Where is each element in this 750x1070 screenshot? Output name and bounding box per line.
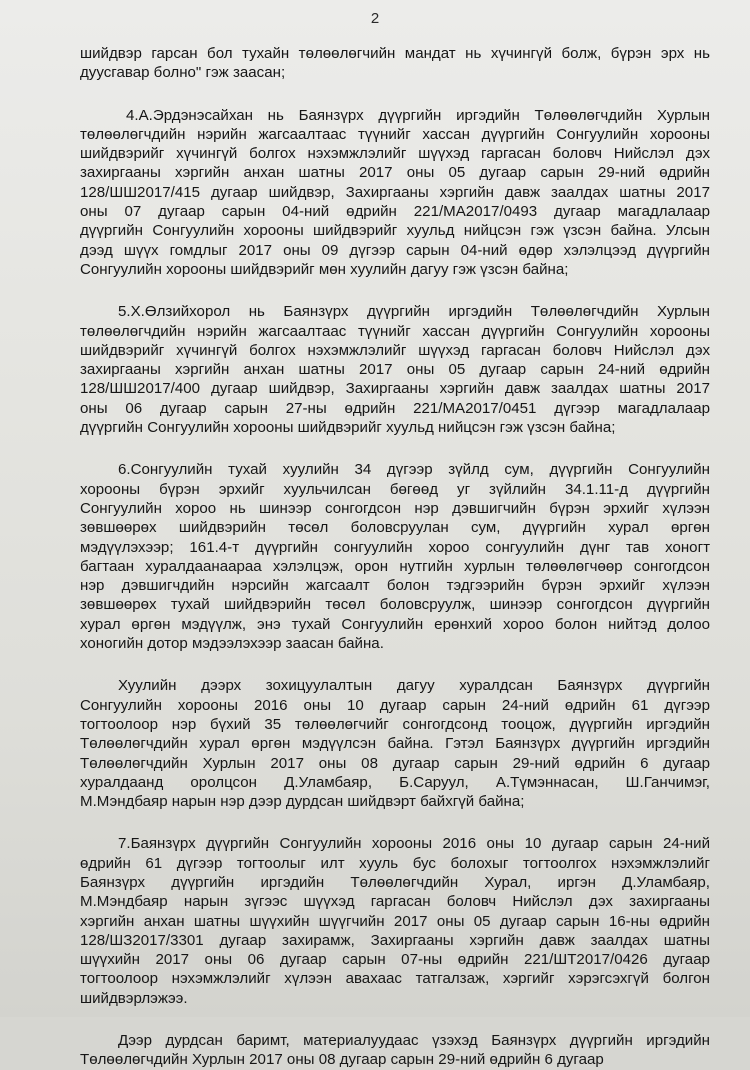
- text-line: шийдвэрийг хүчингүй болгох нэхэмжлэлийг шүүхэд гаргасан боловч Нийслэл дэх: [80, 341, 710, 359]
- text-line: захиргааны хэргийн анхан шатны 2017 оны 05 дугаар сарын 24-ний өдрийн: [80, 361, 710, 379]
- text-line: мэдүүлэхээр; 161.4-т дүүргийн сонгуулийн хороо сонгуулийн дүнг тав хоногт: [80, 538, 710, 556]
- text-line: М.Мэндбаяр нарын зүгээс шүүхэд гаргасан боловч Нийслэл дэх захиргааны: [80, 893, 710, 911]
- text-line: зөвшөөрөх шийдвэрийн төсөл боловсруулан сум, дүүргийн хурал өргөн: [80, 519, 710, 537]
- text-line: Сонгуулийн хороо нь шинээр сонгогдсон нэр дэвшигчийн бүрэн эрхийг хүлээн: [80, 499, 710, 517]
- text-line: Дээр дурдсан баримт, материалуудаас үзэхэд Баянзүрх дүүргийн иргэдийн: [118, 1032, 710, 1050]
- paragraph-gap: [80, 653, 710, 676]
- text-line: дуусгавар болно" гэж заасан;: [80, 64, 286, 82]
- text-line: Сонгуулийн хорооны 2016 оны 10 дугаар сарын 24-ний өдрийн 61 дүгээр: [80, 696, 710, 714]
- paragraph-gap: [80, 1008, 710, 1031]
- paragraph: [80, 302, 710, 437]
- paragraph-gap: [80, 437, 710, 460]
- paragraph: [80, 44, 710, 83]
- paragraph: [80, 834, 710, 1008]
- text-line: 7.Баянзүрх дүүргийн Сонгуулийн хорооны 2016 оны 10 дугаар сарын 24-ний: [118, 835, 710, 853]
- text-line: шийдвэрийг хүчингүй болгох нэхэмжлэлийг шүүхэд гаргасан боловч Нийслэл дэх: [80, 145, 710, 163]
- text-line: тогтоолоор нэр бүхий 35 төлөөлөгчийг сонгогдсонд тооцож, дүүргийн иргэдийн: [80, 715, 710, 733]
- text-line: 4.А.Эрдэнэсайхан нь Баянзүрх дүүргийн иргэдийн Төлөөлөгчдийн Хурлын: [126, 106, 710, 124]
- text-line: төлөөлөгчдийн нэрийн жагсаалтаас түүнийг хассан дүүргийн Сонгуулийн хорооны: [80, 125, 710, 143]
- paragraph-gap: [80, 279, 710, 302]
- text-line: М.Мэндбаяр нарын нэр дээр дурдсан шийдвэрт байхгүй байна;: [80, 793, 525, 811]
- text-line: хэргийн анхан шатны шүүхийн шүүгчийн 2017 оны 05 дугаар сарын 16-ны өдрийн: [80, 912, 710, 930]
- text-line: Сонгуулийн хорооны шийдвэрийг мөн хуулийн дагуу гэж үзсэн байна;: [80, 260, 569, 278]
- text-line: оны 07 дугаар сарын 04-ний өдрийн 221/МА2017/0493 дугаар магадлалаар: [80, 203, 710, 221]
- text-line: 128/ШЗ2017/3301 дугаар захирамж, Захиргааны хэргийн давж заалдах шатны: [80, 931, 710, 949]
- text-line: зөвшөөрөх тухай шийдвэрийн төсөл боловсруулж, шинээр сонгогдсон дүүргийн: [80, 596, 710, 614]
- text-line: хоногийн дотор мэдээлэхээр заасан байна.: [80, 635, 384, 653]
- paragraph-gap: [80, 83, 710, 106]
- text-line: оны 06 дугаар сарын 27-ны өдрийн 221/МА2017/0451 дүгээр магадлалаар: [80, 399, 710, 417]
- page-number: 2: [370, 10, 380, 27]
- text-line: дүүргийн Сонгуулийн хорооны шийдвэрийг хуульд нийцсэн гэж үзсэн байна;: [80, 419, 616, 437]
- paragraph: [80, 106, 710, 280]
- text-line: 128/ШШ2017/400 дугаар шийдвэр, Захиргааны хэргийн давж заалдах шатны 2017: [80, 380, 710, 398]
- paragraph: [80, 460, 710, 653]
- text-line: 6.Сонгуулийн тухай хуулийн 34 дүгээр зүйлд сум, дүүргийн Сонгуулийн: [118, 461, 710, 479]
- text-line: багтаан хуралдаанаараа хэлэлцэж, орон нутгийн хурлын төлөөлөгчөөр сонгогдсон: [80, 557, 710, 575]
- text-line: шүүхийн 2017 оны 06 дугаар сарын 07-ны өдрийн 221/ШТ2017/0426 дугаар: [80, 951, 710, 969]
- text-line: 5.Х.Өлзийхорол нь Баянзүрх дүүргийн иргэдийн Төлөөлөгчдийн Хурлын: [118, 303, 710, 321]
- text-line: шийдвэрлэжээ.: [80, 989, 188, 1007]
- text-line: өдрийн 61 дүгээр тогтоолыг илт хууль бус болохыг тогтоолгох нэхэмжлэлийг: [80, 854, 710, 872]
- text-line: төлөөлөгчдийн нэрийн жагсаалтаас түүнийг хассан дүүргийн Сонгуулийн хорооны: [80, 322, 710, 340]
- text-line: Төлөөлөгчдийн Хурлын 2017 оны 08 дугаар сарын 29-ний өдрийн 6 дугаар: [80, 1051, 604, 1069]
- text-line: дүүргийн Сонгуулийн хорооны шийдвэрийг хуульд нийцсэн гэж үзсэн байна. Улсын: [80, 222, 710, 240]
- text-line: Баянзүрх дүүргийн иргэдийн Төлөөлөгчдийн Хурал, иргэн Д.Уламбаяр,: [80, 873, 710, 891]
- paragraph: [80, 1031, 710, 1070]
- document-body: [80, 44, 710, 1070]
- text-line: дээд шүүх гомдлыг 2017 оны 09 дүгээр сарын 04-ний өдөр хэлэлцээд дүүргийн: [80, 241, 710, 259]
- text-line: шийдвэр гарсан бол тухайн төлөөлөгчийн мандат нь хүчингүй болж, бүрэн эрх нь: [80, 45, 710, 62]
- paragraph: [80, 676, 710, 811]
- text-line: 128/ШШ2017/415 дугаар шийдвэр, Захиргааны хэргийн давж заалдах шатны 2017: [80, 183, 710, 201]
- text-line: Хуулийн дээрх зохицуулалтын дагуу хуралдсан Баянзүрх дүүргийн: [118, 677, 710, 695]
- text-line: тогтоолоор нэхэмжлэлийг хүлээн авахаас татгалзаж, хэргийг хэрэгсэхгүй болгон: [80, 970, 710, 988]
- text-line: Төлөөлөгчдийн хурал өргөн мэдүүлсэн байна. Гэтэл Баянзүрх дүүргийн иргэдийн: [80, 735, 710, 753]
- text-line: хуралдаанд оролцсон Д.Уламбаяр, Б.Саруул, А.Түмэннасан, Ш.Ганчимэг,: [80, 773, 710, 791]
- text-line: хурал өргөн мэдүүлж, энэ тухай Сонгуулийн ерөнхий хороо болон нийтэд долоо: [80, 615, 710, 633]
- text-line: нэр дэвшигчдийн нэрсийн жагсаалт болон тэдгээрийн бүрэн эрхийг хүлээн: [80, 577, 710, 595]
- text-line: захиргааны хэргийн анхан шатны 2017 оны 05 дугаар сарын 29-ний өдрийн: [80, 164, 710, 182]
- text-line: хорооны бүрэн эрхийг хуульчилсан бөгөөд уг зүйлийн 34.1.11-д дүүргийн: [80, 480, 710, 498]
- paragraph-gap: [80, 811, 710, 834]
- text-line: Төлөөлөгчдийн Хурлын 2017 оны 08 дугаар сарын 29-ний өдрийн 6 дугаар: [80, 754, 710, 772]
